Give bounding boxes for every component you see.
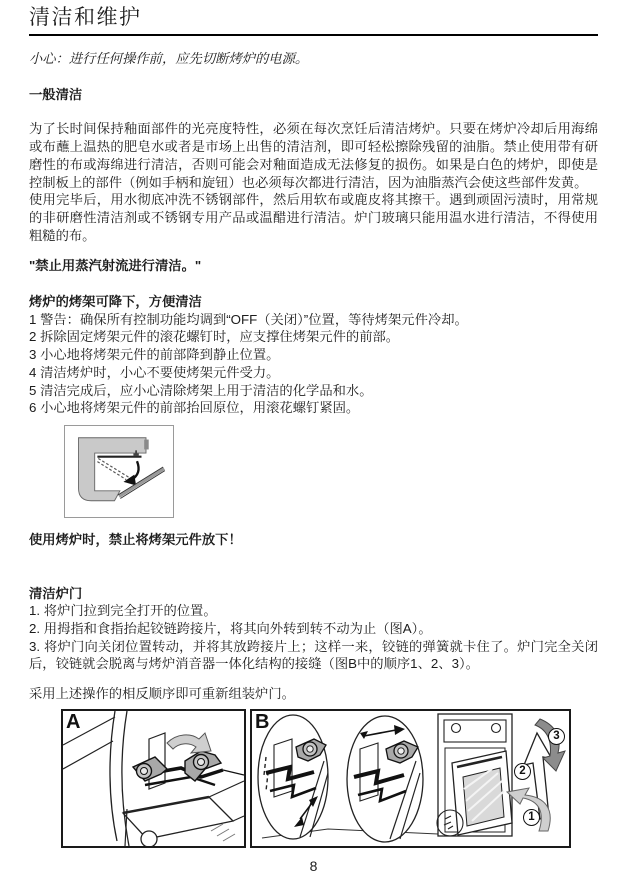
grill-usage-warning: 使用烤炉时，禁止将烤架元件放下！ — [29, 531, 242, 547]
step-marker-2: 2 — [514, 763, 531, 780]
step-marker-3: 3 — [548, 728, 565, 745]
open-door-line — [118, 467, 165, 499]
section-heading-grill-lowering: 烤炉的烤架可降下，方便清洁 — [29, 294, 202, 310]
grill-step-5: 5 清洁完成后，应小心清除烤架上用于清洁的化学品和水。 — [29, 382, 373, 398]
hinge-callout-ellipse-2 — [347, 716, 423, 842]
step-marker-1: 1 — [523, 809, 540, 826]
tilted-door — [452, 751, 512, 835]
figure-panel-b — [250, 709, 571, 848]
grill-step-2: 2 拆除固定烤架元件的滚花螺钉时，应支撑住烤架元件的前部。 — [29, 329, 400, 345]
figure-panel-a — [61, 709, 246, 848]
door-hinge-figure — [61, 709, 598, 848]
figure-label-b: B — [255, 710, 270, 733]
page-title: 清洁和维护 — [29, 6, 142, 29]
grill-step-list — [29, 311, 598, 417]
general-paragraph-1: 为了长时间保持釉面部件的光亮度特性，必须在每次烹饪后清洁烤炉。只要在烤炉冷却后用海绵或布蘸上温热的肥皂水或者是市场上出售的清洁剂，即可轻松擦除残留的油脂。禁止使用带有研磨性的布或海绵进行清洁，否则可能会对釉面造成无法修复的损伤。如果是白色的烤炉，即使是控制板上的部件（例如手柄和旋钮）也必须每次都进行清洁，因为油脂蒸汽会使这些部件发黄。 — [29, 121, 598, 190]
caution-note: 小心：进行任何操作前，应先切断烤炉的电源。 — [29, 51, 309, 66]
grill-lowering-figure — [64, 425, 174, 518]
page-number: 8 — [309, 857, 318, 874]
section-heading-door-cleaning: 清洁炉门 — [29, 585, 83, 601]
door-step-1: 1. 将炉门拉到完全打开的位置。 — [29, 603, 217, 619]
steam-jet-warning: "禁止用蒸汽射流进行清洁。" — [29, 258, 202, 274]
hinge-callout-ellipse-1 — [258, 715, 328, 839]
door-step-list — [29, 602, 598, 673]
rotate-out-arrow-icon — [167, 733, 211, 753]
grill-step-1: 1 警告：确保所有控制功能均调到“OFF（关闭）”位置，等待烤架元件冷却。 — [29, 311, 468, 327]
oven-cross-section-diagram — [65, 426, 173, 517]
lowered-position-dashes — [97, 458, 128, 479]
lowering-arrow-icon — [124, 461, 139, 485]
oven-front-view — [437, 714, 512, 836]
grill-step-6: 6 小心地将烤架元件的前部抬回原位，用滚花螺钉紧固。 — [29, 400, 360, 416]
door-step-3: 3. 将炉门向关闭位置转动，并将其放跨接片上；这样一来，铰链的弹簧就卡住了。炉门完全关闭后，铰链就会脱离与烤炉消音器一体化结构的接缝（图B中的顺序1、2、3）。 — [29, 638, 598, 672]
reassembly-note: 采用上述操作的相反顺序即可重新组装炉门。 — [29, 686, 295, 702]
grill-step-3: 3 小心地将烤架元件的前部降到静止位置。 — [29, 347, 280, 363]
grill-step-4: 4 清洁烤炉时，小心不要使烤架元件受力。 — [29, 364, 280, 380]
section-heading-general-cleaning: 一般清洁 — [29, 86, 83, 102]
door-step-2: 2. 用拇指和食指抬起铰链跨接片，将其向外转到转不动为止（图A）。 — [29, 621, 432, 637]
hinge-detail-a-diagram — [63, 711, 244, 846]
figure-label-a: A — [66, 710, 81, 733]
door-hole — [141, 831, 157, 846]
title-rule — [29, 34, 598, 36]
glass-hatch-marks — [211, 824, 235, 841]
general-paragraph-2: 使用完毕后，用水彻底冲洗不锈钢部件，然后用软布或鹿皮将其擦干。遇到顽固污渍时，用常规的非研磨性清洁剂或不锈钢专用产品或温醋进行清洁。炉门玻璃只能用温水进行清洁，不得使用粗糙的布。 — [29, 192, 598, 243]
